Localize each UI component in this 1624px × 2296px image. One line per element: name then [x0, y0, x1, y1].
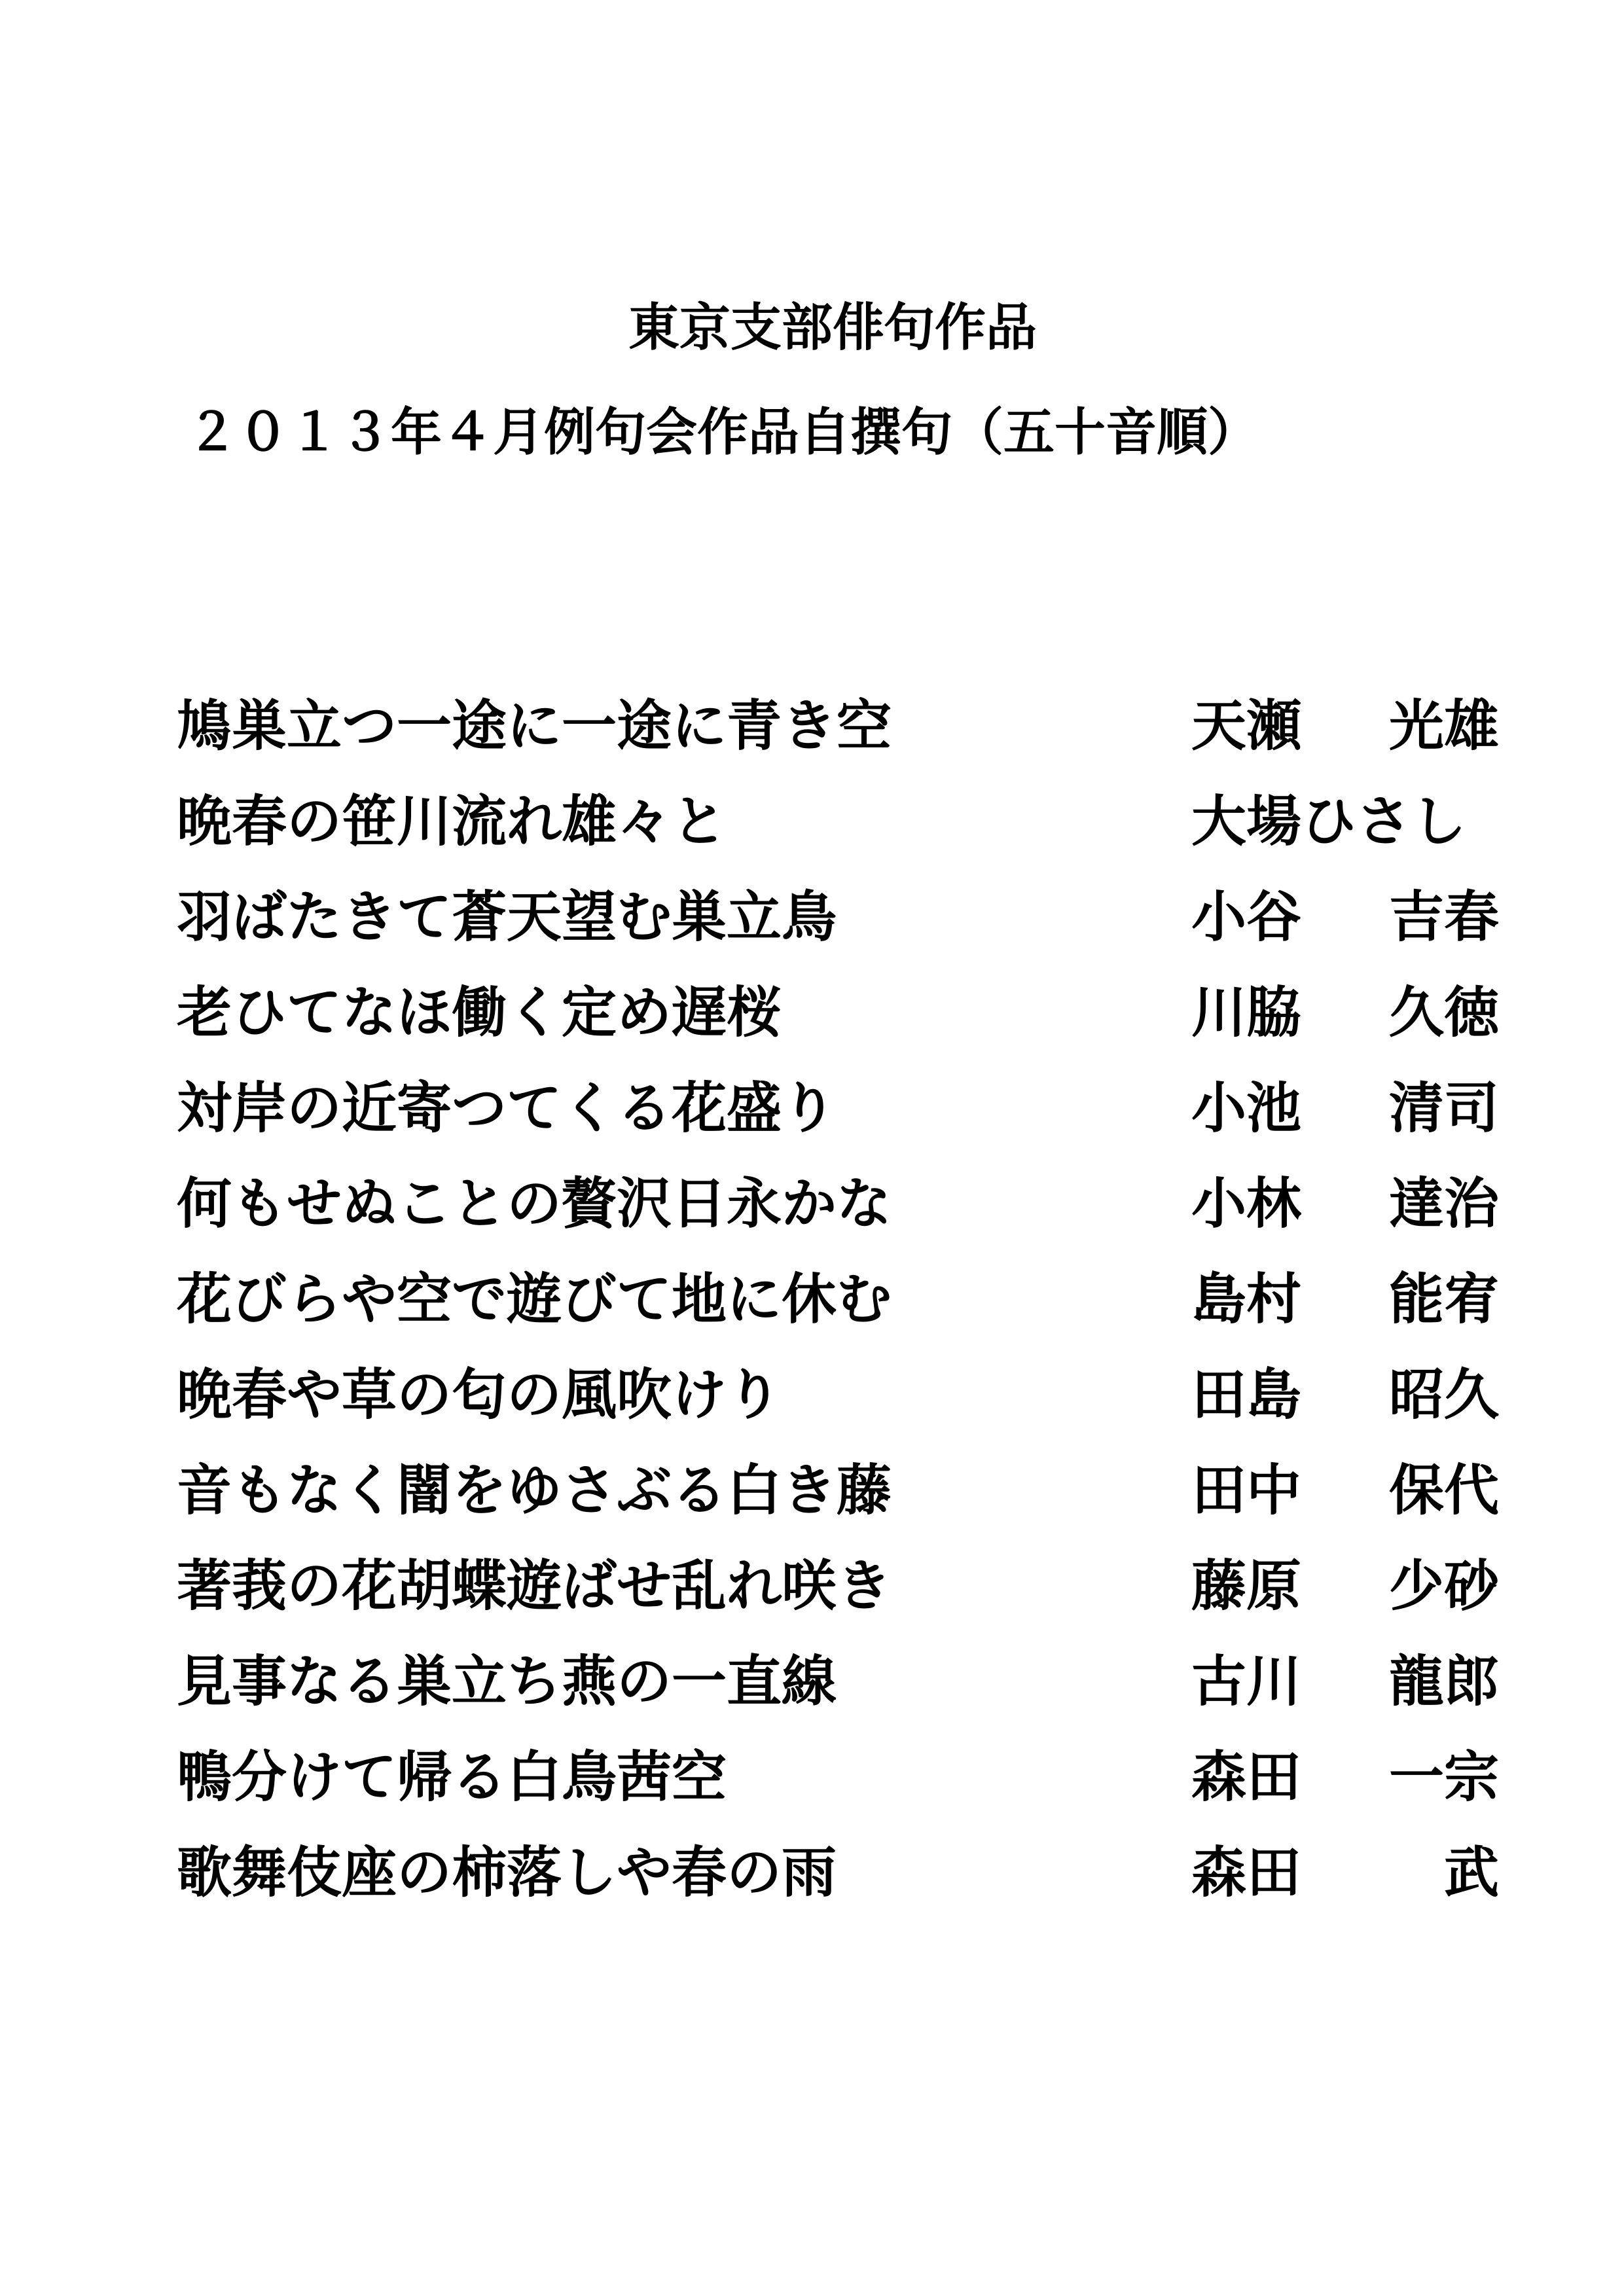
author-family-name: 田島 — [1191, 1362, 1302, 1427]
haiku-text: 鴨分けて帰る白鳥茜空 — [177, 1744, 727, 1809]
author-family-name: 田中 — [1191, 1458, 1302, 1522]
author-family-name: 藤原 — [1191, 1553, 1302, 1618]
haiku-text: 老ひてなほ働く定め遅桜 — [177, 980, 782, 1045]
haiku-text: 見事なる巣立ち燕の一直線 — [177, 1649, 837, 1713]
author-given-name: 達治 — [1388, 1171, 1499, 1236]
author-given-name: 久徳 — [1388, 980, 1499, 1045]
haiku-entry — [177, 1362, 1499, 1463]
author-family-name: 川脇 — [1191, 980, 1302, 1045]
page-title: 東京支部俳句作品 — [628, 298, 1038, 357]
author-given-name: 昭久 — [1388, 1362, 1499, 1427]
haiku-text: 晩春の笹川流れ雄々と — [177, 789, 727, 853]
haiku-entry — [177, 1075, 1499, 1176]
haiku-text: 羽ばたきて蒼天望む巣立鳥 — [177, 884, 837, 949]
haiku-text: 晩春や草の匂の風吹けり — [177, 1362, 782, 1427]
author-given-name: 龍郎 — [1388, 1649, 1499, 1713]
author-family-name: 森田 — [1191, 1840, 1302, 1905]
haiku-text: 音もなく闇をゆさぶる白き藤 — [177, 1458, 892, 1522]
haiku-entry — [177, 1649, 1499, 1749]
author-family-name: 古川 — [1191, 1649, 1302, 1713]
haiku-list — [177, 693, 1499, 1941]
author-given-name: 能宥 — [1388, 1266, 1499, 1331]
author-family-name: 小谷 — [1191, 884, 1302, 949]
haiku-text: 著莪の花胡蝶遊ばせ乱れ咲き — [177, 1553, 892, 1618]
haiku-text: 花びらや空で遊びて地に休む — [177, 1266, 892, 1331]
haiku-text: 対岸の近寄つてくる花盛り — [177, 1075, 837, 1140]
author-given-name: 一宗 — [1388, 1744, 1499, 1809]
haiku-entry — [177, 884, 1499, 985]
haiku-text: 何もせぬことの贅沢日永かな — [177, 1171, 892, 1236]
author-family-name: 天瀬 — [1191, 693, 1302, 758]
haiku-text: 歌舞伎座の柿落しや春の雨 — [177, 1840, 837, 1905]
haiku-entry — [177, 1266, 1499, 1367]
author-given-name: 吉春 — [1388, 884, 1499, 949]
author-family-name: 島村 — [1191, 1266, 1302, 1331]
author-family-name: 小池 — [1191, 1075, 1302, 1140]
haiku-entry — [177, 1171, 1499, 1272]
author-given-name: 少砂 — [1388, 1553, 1499, 1618]
haiku-entry — [177, 1458, 1499, 1558]
author-family-name: 森田 — [1191, 1744, 1302, 1809]
haiku-entry — [177, 1553, 1499, 1654]
author-given-name: 光雄 — [1388, 693, 1499, 758]
author-given-name: 武 — [1443, 1840, 1499, 1905]
haiku-text: 鳩巣立つ一途に一途に青き空 — [177, 693, 892, 758]
haiku-entry — [177, 1744, 1499, 1845]
author-family-name: 大場ひさし — [1191, 789, 1467, 853]
author-given-name: 保代 — [1388, 1458, 1499, 1522]
haiku-entry — [177, 789, 1499, 889]
haiku-entry — [177, 693, 1499, 794]
page-subtitle: ２０１３年４月例句会作品自撰句（五十音順） — [187, 403, 1259, 462]
author-family-name: 小林 — [1191, 1171, 1302, 1236]
haiku-entry — [177, 1840, 1499, 1941]
haiku-entry — [177, 980, 1499, 1081]
author-given-name: 清司 — [1388, 1075, 1499, 1140]
